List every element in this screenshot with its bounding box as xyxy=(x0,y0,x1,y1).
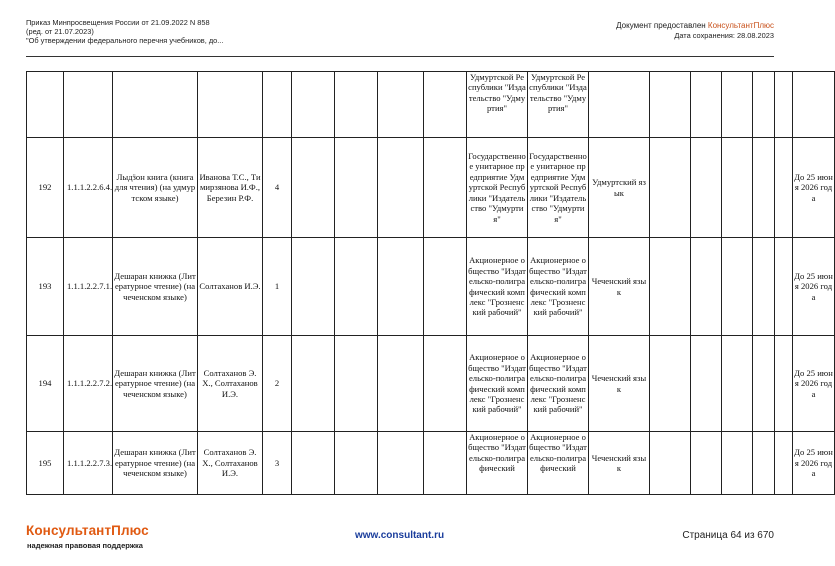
deadline-cell: До 25 июня 2026 года xyxy=(793,336,835,432)
table-cell xyxy=(378,432,424,495)
language-cell: Удмуртский язык xyxy=(589,138,650,238)
table-cell xyxy=(722,336,753,432)
publisher-cell: Акционерное общество "Издательско-полиграфический xyxy=(467,432,528,495)
row-number-cell: 192 xyxy=(27,138,64,238)
table-cell xyxy=(753,432,775,495)
language-cell: Чеченский язык xyxy=(589,238,650,336)
table-cell xyxy=(292,238,335,336)
table-cell xyxy=(589,72,650,138)
code-cell: 1.1.1.2.2.7.2. xyxy=(64,336,113,432)
grade-cell: 1 xyxy=(263,238,292,336)
code-cell: 1.1.1.2.2.7.1. xyxy=(64,238,113,336)
table-cell xyxy=(650,138,691,238)
table-cell xyxy=(335,72,378,138)
table-cell xyxy=(722,432,753,495)
authors-cell: Иванова Т.С., Тимирзянова И.Ф., Березин Р.Ф. xyxy=(198,138,263,238)
grade-cell: 2 xyxy=(263,336,292,432)
table-cell xyxy=(722,238,753,336)
provided-by-text: Документ предоставлен xyxy=(616,21,708,30)
title-cell: Лыдӟон книга (книга для чтения) (на удмуртском языке) xyxy=(113,138,198,238)
table-cell xyxy=(335,138,378,238)
publisher-cell: Акционерное общество "Издательско-полиграфический комплекс "Грозненский рабочий" xyxy=(467,238,528,336)
table-cell xyxy=(263,72,292,138)
document-header-right xyxy=(616,21,774,41)
table-cell xyxy=(27,72,64,138)
table-cell xyxy=(691,72,722,138)
table-cell xyxy=(753,336,775,432)
table-cell xyxy=(775,72,793,138)
order-title-line: Приказ Минпросвещения России от 21.09.2022 N 858 xyxy=(26,18,210,27)
table-cell xyxy=(775,432,793,495)
saved-date: Дата сохранения: 28.08.2023 xyxy=(674,31,774,40)
table-cell xyxy=(722,138,753,238)
table-cell xyxy=(378,336,424,432)
code-cell: 1.1.1.2.2.7.3. xyxy=(64,432,113,495)
table-cell xyxy=(691,138,722,238)
code-cell: 1.1.1.2.2.6.4. xyxy=(64,138,113,238)
table-cell xyxy=(753,238,775,336)
provider-brand-link[interactable]: КонсультантПлюс xyxy=(707,21,774,30)
language-cell: Чеченский язык xyxy=(589,336,650,432)
table-cell xyxy=(424,432,467,495)
table-cell xyxy=(292,432,335,495)
table-cell xyxy=(650,336,691,432)
table-cell xyxy=(424,72,467,138)
legal-entity-cell: Государственное унитарное предприятие Удмуртской Республики "Издательство "Удмуртия" xyxy=(528,138,589,238)
revision-line: (ред. от 21.07.2023) xyxy=(26,27,94,36)
order-subject-line: "Об утверждении федерального перечня учебников, до... xyxy=(26,36,224,45)
table-cell xyxy=(378,72,424,138)
publisher-cell: Акционерное общество "Издательско-полиграфический комплекс "Грозненский рабочий" xyxy=(467,336,528,432)
title-cell: Дешаран книжка (Литературное чтение) (на чеченском языке) xyxy=(113,432,198,495)
table-cell xyxy=(650,432,691,495)
publisher-cell: Государственное унитарное предприятие Удмуртской Республики "Издательство "Удмуртия" xyxy=(467,138,528,238)
deadline-cell: До 25 июня 2026 года xyxy=(793,238,835,336)
table-row xyxy=(27,72,835,138)
table-row xyxy=(27,238,835,336)
table-cell xyxy=(775,336,793,432)
logo-tagline: надежная правовая поддержка xyxy=(27,541,143,550)
table-cell xyxy=(753,138,775,238)
table-cell xyxy=(775,138,793,238)
table-cell xyxy=(650,72,691,138)
table-cell xyxy=(424,238,467,336)
table-cell xyxy=(335,432,378,495)
row-number-cell: 193 xyxy=(27,238,64,336)
table-row xyxy=(27,138,835,238)
deadline-cell: До 25 июня 2026 года xyxy=(793,138,835,238)
table-cell xyxy=(424,336,467,432)
grade-cell: 3 xyxy=(263,432,292,495)
table-cell xyxy=(691,432,722,495)
consultant-plus-logo[interactable]: КонсультантПлюс xyxy=(26,523,149,538)
table-cell xyxy=(292,72,335,138)
table-cell xyxy=(753,72,775,138)
table-cell xyxy=(335,336,378,432)
table-cell xyxy=(691,336,722,432)
grade-cell: 4 xyxy=(263,138,292,238)
provided-by-line xyxy=(616,21,774,31)
table-row xyxy=(27,336,835,432)
table-cell xyxy=(64,72,113,138)
deadline-cell: До 25 июня 2026 года xyxy=(793,432,835,495)
table-cell xyxy=(650,238,691,336)
website-link[interactable]: www.consultant.ru xyxy=(355,530,445,541)
page-counter: Страница 64 из 670 xyxy=(682,530,774,541)
header-divider xyxy=(26,56,774,57)
authors-cell: Солтаханов И.Э. xyxy=(198,238,263,336)
title-cell: Дешаран книжка (Литературное чтение) (на чеченском языке) xyxy=(113,336,198,432)
table-cell xyxy=(113,72,198,138)
authors-cell: Солтаханов Э.Х., Солтаханов И.Э. xyxy=(198,432,263,495)
table-cell xyxy=(793,72,835,138)
legal-entity-cell: Акционерное общество "Издательско-полиграфический xyxy=(528,432,589,495)
table-cell xyxy=(335,238,378,336)
table-cell xyxy=(722,72,753,138)
row-number-cell: 194 xyxy=(27,336,64,432)
language-cell: Чеченский язык xyxy=(589,432,650,495)
legal-entity-cell: Удмуртской Республики "Издательство "Удмуртия" xyxy=(528,72,589,138)
table-row xyxy=(27,432,835,495)
row-number-cell: 195 xyxy=(27,432,64,495)
table-cell xyxy=(292,138,335,238)
table-cell xyxy=(691,238,722,336)
legal-entity-cell: Акционерное общество "Издательско-полиграфический комплекс "Грозненский рабочий" xyxy=(528,238,589,336)
table-cell xyxy=(292,336,335,432)
authors-cell: Солтаханов Э.Х., Солтаханов И.Э. xyxy=(198,336,263,432)
textbook-list-table xyxy=(26,71,835,495)
table-cell xyxy=(378,238,424,336)
table-cell xyxy=(378,138,424,238)
document-header-left xyxy=(26,18,223,45)
table-cell xyxy=(198,72,263,138)
publisher-cell: Удмуртской Республики "Издательство "Удмуртия" xyxy=(467,72,528,138)
title-cell: Дешаран книжка (Литературное чтение) (на чеченском языке) xyxy=(113,238,198,336)
table-cell xyxy=(424,138,467,238)
table-cell xyxy=(775,238,793,336)
legal-entity-cell: Акционерное общество "Издательско-полиграфический комплекс "Грозненский рабочий" xyxy=(528,336,589,432)
